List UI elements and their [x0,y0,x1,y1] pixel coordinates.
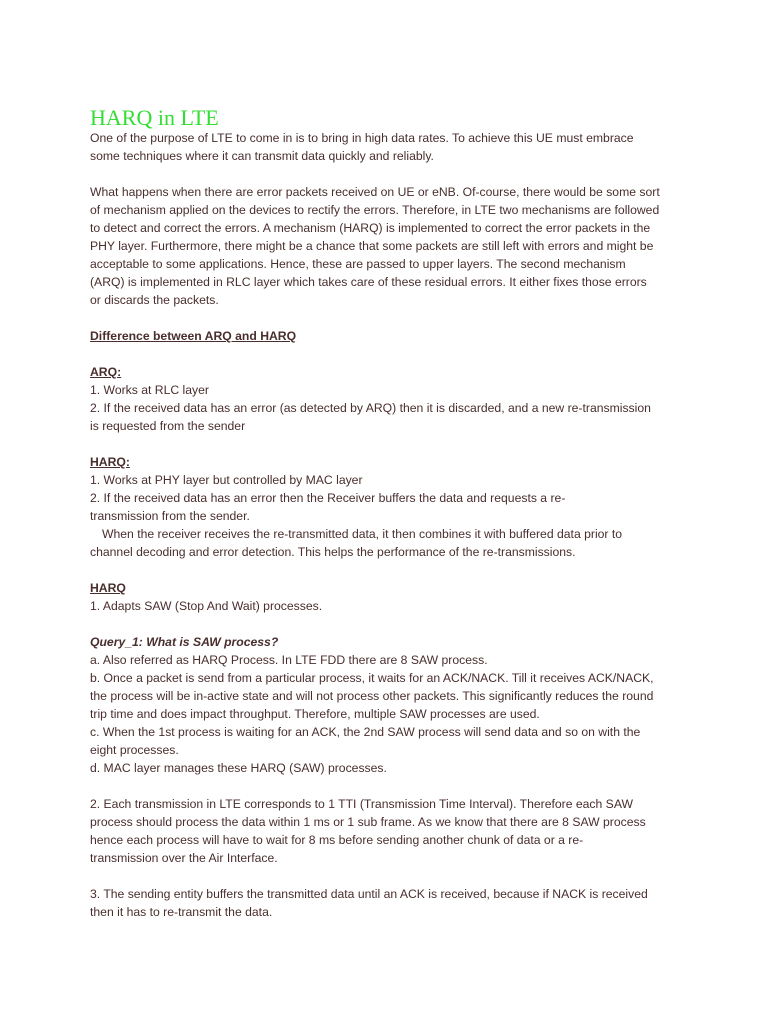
text-line: trip time and does impact throughput. Therefore, multiple SAW processes are used. [90,707,540,721]
intro-paragraph [90,129,690,165]
text-line: process should process the data within 1 ms or 1 sub frame. As we know that there are 8 SAW process [90,815,646,829]
mechanisms-paragraph [90,183,690,309]
arq-heading: ARQ: [90,365,122,379]
text-line: One of the purpose of LTE to come in is to bring in high data rates. To achieve this UE must embrace [90,131,634,145]
text-line: eight processes. [90,743,179,757]
page-title: HARQ in LTE [90,105,219,130]
text-line: d. MAC layer manages these HARQ (SAW) processes. [90,761,387,775]
text-line: transmission over the Air Interface. [90,851,278,865]
difference-heading: Difference between ARQ and HARQ [90,329,297,343]
text-line: acceptable to some applications. Hence, these are passed to upper layers. The second mechanism [90,257,626,271]
text-line: 1. Adapts SAW (Stop And Wait) processes. [90,599,323,613]
text-line: (ARQ) is implemented in RLC layer which takes care of these residual errors. It either fixes those errors [90,275,647,289]
query-heading: Query_1: What is SAW process? [90,635,279,649]
text-line: some techniques where it can transmit data quickly and reliably. [90,149,434,163]
text-line: or discards the packets. [90,293,219,307]
arq-section [90,363,690,435]
document-body [90,129,690,921]
text-line: 2. Each transmission in LTE corresponds to 1 TTI (Transmission Time Interval). Therefore each SAW [90,797,633,811]
text-line: a. Also referred as HARQ Process. In LTE FDD there are 8 SAW process. [90,653,488,667]
harq-heading: HARQ: [90,455,130,469]
text-line: 2. If the received data has an error then the Receiver buffers the data and requests a re- [90,491,566,505]
text-line: hence each process will have to wait for 8 ms before sending another chunk of data or a re- [90,833,584,847]
text-line: What happens when there are error packets received on UE or eNB. Of-course, there would be some sort [90,185,660,199]
text-line: c. When the 1st process is waiting for an ACK, the 2nd SAW process will send data and so on with the [90,725,641,739]
text-line: b. Once a packet is send from a particular process, it waits for an ACK/NACK. Till it receives ACK/NACK, [90,671,654,685]
text-line: When the receiver receives the re-transmitted data, it then combines it with buffered data prior to [102,527,623,541]
query-section [90,633,690,777]
text-line: 3. The sending entity buffers the transmitted data until an ACK is received, because if NACK is received [90,887,648,901]
text-line: transmission from the sender. [90,509,250,523]
point-2-paragraph [90,795,690,867]
text-line: channel decoding and error detection. This helps the performance of the re-transmissions. [90,545,576,559]
harq-saw-heading: HARQ [90,581,126,595]
text-line: is requested from the sender [90,419,246,433]
text-line: to detect and correct the errors. A mechanism (HARQ) is implemented to correct the error packets in the [90,221,651,235]
text-line: 2. If the received data has an error (as detected by ARQ) then it is discarded, and a new re-transmission [90,401,651,415]
text-line: of mechanism applied on the devices to rectify the errors. Therefore, in LTE two mechanisms are followed [90,203,660,217]
text-line: PHY layer. Furthermore, there might be a chance that some packets are still left with errors and might be [90,239,654,253]
harq-section [90,453,690,561]
point-3-paragraph [90,885,690,921]
text-line: then it has to re-transmit the data. [90,905,273,919]
text-line: the process will be in-active state and will not process other packets. This significantly reduces the round [90,689,654,703]
harq-saw-section [90,579,690,615]
text-line: 1. Works at RLC layer [90,383,209,397]
text-line: 1. Works at PHY layer but controlled by MAC layer [90,473,363,487]
